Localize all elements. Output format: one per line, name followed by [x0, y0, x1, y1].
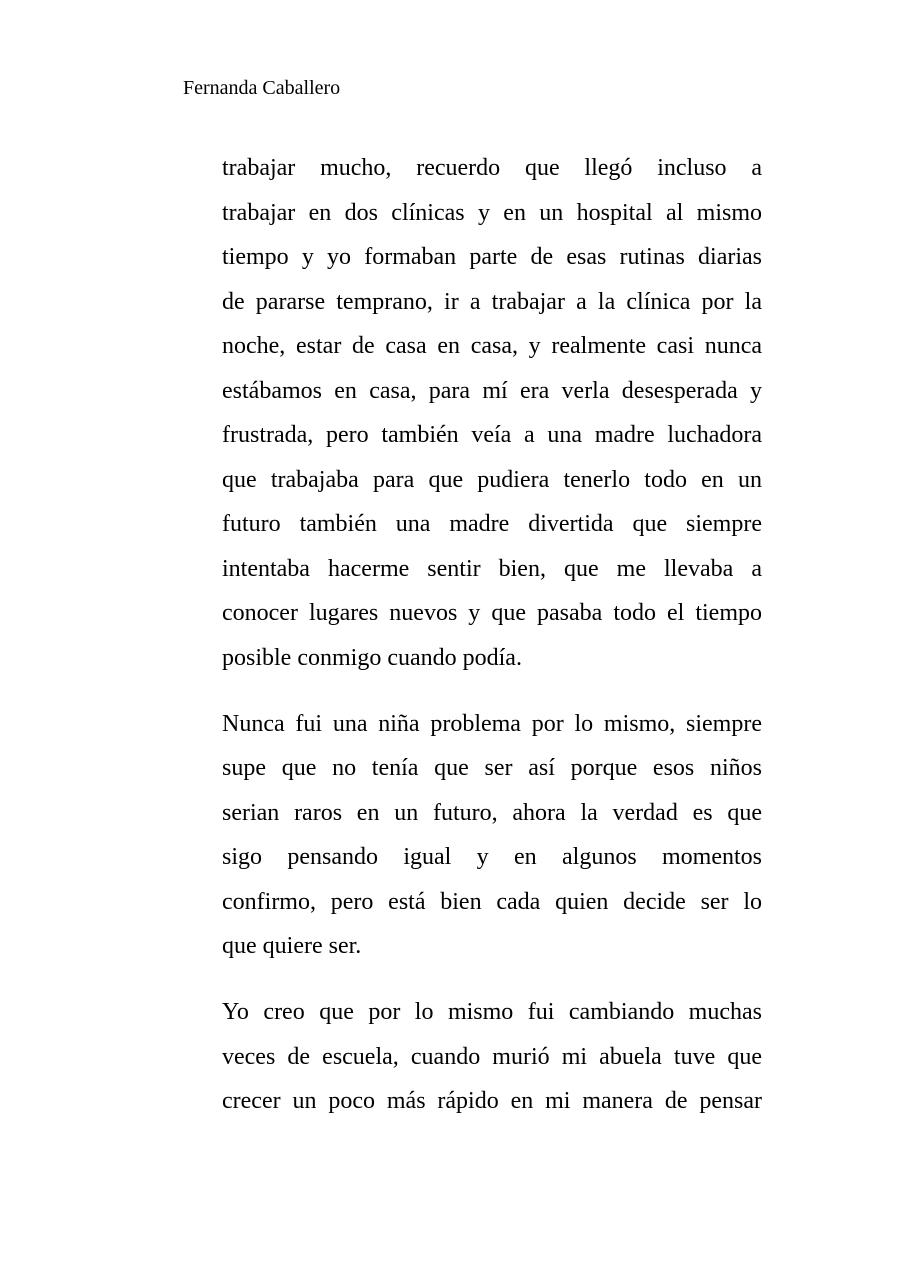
text-line: de pararse temprano, ir a trabajar a la clínica por la — [222, 289, 762, 315]
text-line: sigo pensando igual y en algunos momentos — [222, 844, 762, 870]
text-line: trabajar en dos clínicas y en un hospital al mismo — [222, 200, 762, 226]
text-line: que trabajaba para que pudiera tenerlo todo en un — [222, 467, 762, 493]
text-line: futuro también una madre divertida que siempre — [222, 511, 762, 537]
text-line: confirmo, pero está bien cada quien decide ser lo — [222, 889, 762, 915]
text-line: supe que no tenía que ser así porque esos niños — [222, 755, 762, 781]
text-line: serian raros en un futuro, ahora la verdad es que — [222, 800, 762, 826]
text-line: trabajar mucho, recuerdo que llegó incluso a — [222, 155, 762, 181]
text-line: intentaba hacerme sentir bien, que me llevaba a — [222, 556, 762, 582]
text-line: veces de escuela, cuando murió mi abuela tuve que — [222, 1044, 762, 1070]
running-header-author: Fernanda Caballero — [183, 77, 341, 99]
text-line: Yo creo que por lo mismo fui cambiando muchas — [222, 999, 762, 1025]
text-line: crecer un poco más rápido en mi manera de pensar — [222, 1088, 762, 1114]
text-line: estábamos en casa, para mí era verla desesperada y — [222, 378, 762, 404]
text-line: que quiere ser. — [222, 933, 362, 959]
text-line: frustrada, pero también veía a una madre luchadora — [222, 422, 762, 448]
text-line: conocer lugares nuevos y que pasaba todo el tiempo — [222, 600, 762, 626]
text-line: posible conmigo cuando podía. — [222, 645, 522, 671]
text-line: Nunca fui una niña problema por lo mismo, siempre — [222, 711, 762, 737]
text-line: tiempo y yo formaban parte de esas rutinas diarias — [222, 244, 762, 270]
text-line: noche, estar de casa en casa, y realmente casi nunca — [222, 333, 762, 359]
